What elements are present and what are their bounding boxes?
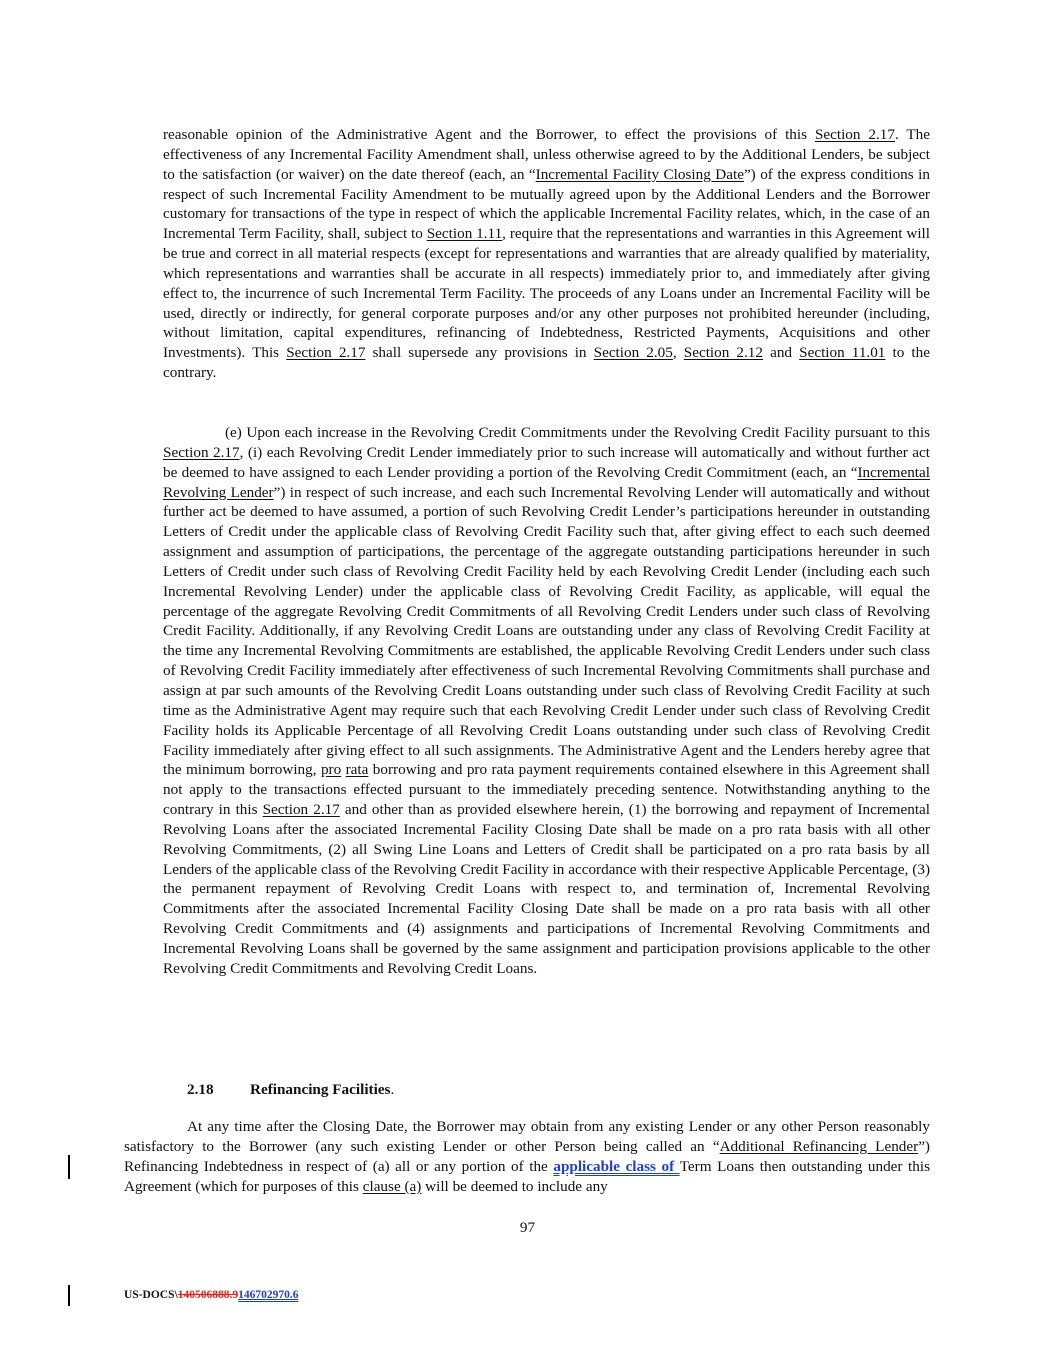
text: ”) of the express conditions in respect of such Incremental Facility Amendment to be mutually agreed upon by the Additional Lenders and the Borrower customary for transactions of the type in respect of which the applicable Incremental Facility relates, which, in the case of an Incremental Term Facility, shall, subject to [163,165,930,243]
text: to the contrary. [163,344,930,382]
paragraph-e-revolving-increase [163,423,930,979]
section-reference: Section 2.05 [593,344,673,362]
text: , [672,344,684,362]
section-reference: Section 11.01 [799,344,886,362]
text: ”) in respect of such increase, and each such Incremental Revolving Lender will automatically and without further act be deemed to have assumed, a portion of such Revolving Credit Lender’s participations hereunder in outstanding Letters of Credit under the applicable class of Revolving Credit Facility such that, after giving effect to each such deemed assignment and assumption of participations, the percentage of the aggregate outstanding participations hereunder in such Letters of Credit under such class of Revolving Credit Facility held by each Revolving Credit Lender (including each such Incremental Revolving Lender) under the applicable class of Revolving Credit Facility, as applicable, will equal the percentage of the aggregate Revolving Credit Commitments of all Revolving Credit Lenders under such class of Revolving Credit Facility. Additionally, if any Revolving Credit Loans are outstanding under any class of Revolving Credit Facility at the time any Incremental Revolving Commitments are established, the applicable Revolving Credit Lenders under such class of Revolving Credit Facility immediately after effectiveness of such Incremental Revolving Commitments shall purchase and assign at par such amounts of the Revolving Credit Loans outstanding under such class of Revolving Credit Facility at such time as the Administrative Agent may require such that each Revolving Credit Lender under such class of Revolving Credit Facility holds its Applicable Percentage of all Revolving Credit Loans outstanding under such class of Revolving Credit Facility immediately after giving effect to all such assignments. The Administrative Agent and the Lenders hereby agree that the minimum borrowing, [163,483,930,779]
text: . The effectiveness of any Incremental Facility Amendment shall, unless otherwise agreed to by the Additional Lenders, be subject to the satisfaction (or waiver) on the date thereof (each, an “ [163,126,930,183]
text: , require that the representations and warranties in this Agreement will be true and correct in all material respects (except for representations and warranties that are already qualified by materiality, which representations and warranties shall be accurate in all respects) immediately prior to, and immediately after giving effect to, the incurrence of such Incremental Term Facility. The proceeds of any Loans under an Incremental Facility will be used, directly or indirectly, for general corporate purposes and/or any other purposes not prohibited hereunder (including, without limitation, capital expenditures, refinancing of Indebtedness, Restricted Payments, Acquisitions and other Investments). This [163,225,930,362]
defined-term: Incremental Revolving Lender [163,463,930,501]
text: borrowing and pro rata payment requirements contained elsewhere in this Agreement shall not apply to the transactions effected pursuant to the immediately preceding sentence. Notwithstanding anything to the contrary in this [163,761,930,819]
text: shall supersede any provisions in [365,344,594,362]
page-number: 97 [519,1219,536,1236]
section-reference: Section 2.17 [286,344,366,362]
document-id-footer [124,1289,298,1301]
text: and other than as provided elsewhere herein, (1) the borrowing and repayment of Incremental Revolving Loans after the associated Incremental Facility Closing Date shall be made on a pro rata basis with all other Revolving Commitments, (2) all Swing Line Loans and Letters of Credit shall be participated on a pro rata basis by all Lenders of the applicable class of the Revolving Credit Facility in accordance with their respective Applicable Percentage, (3) the permanent repayment of Revolving Credit Loans with respect to, and termination of, Incremental Revolving Commitments after the associated Incremental Facility Closing Date shall be made on a pro rata basis with all other Revolving Credit Commitments and (4) assignments and participations of Incremental Revolving Commitments and Incremental Revolving Loans shall be governed by the same assignment and participation provisions applicable to the other Revolving Credit Commitments and Revolving Credit Loans. [163,801,930,977]
change-bar [68,1155,70,1179]
paragraph-incremental-conditions [163,125,930,383]
added-doc-id: 146702970.6 [238,1289,299,1301]
section-number: 2.18 [187,1081,214,1098]
defined-term: Incremental Facility Closing Date [535,165,744,183]
text: and [763,344,800,362]
clause-reference: clause (a) [362,1177,422,1195]
section-title-period: . [390,1081,395,1098]
text: ”) Refinancing Indebtedness in respect of (a) all or any portion of the [124,1137,930,1175]
text: , (i) each Revolving Credit Lender immediately prior to such increase will automatically and without further act be deemed to have assigned to each Lender providing a portion of the Revolving Credit Commitment (each, an “ [163,443,930,481]
underlined-term: pro [320,761,342,779]
change-bar [68,1285,70,1306]
section-heading [187,1080,394,1100]
deleted-doc-id: 140506888.9 [177,1289,239,1301]
text: Term Loans then outstanding under this Agreement (which for purposes of this [124,1157,930,1195]
section-reference: Section 2.17 [814,126,895,143]
defined-term: Additional Refinancing Lender [719,1137,919,1155]
section-reference: Section 2.17 [262,801,340,819]
underlined-term: rata [345,761,369,779]
text: At any time after the Closing Date, the Borrower may obtain from any existing Lender or any other Person reasonably satisfactory to the Borrower (any such existing Lender or other Person being called an “ [124,1118,930,1155]
section-reference: Section 2.17 [163,443,240,461]
doc-id-prefix: US-DOCS\ [124,1289,178,1301]
paragraph-refinancing [124,1117,930,1196]
section-reference: Section 1.11 [426,225,503,243]
text: (e) Upon each increase in the Revolving Credit Commitments under the Revolving Credit Facility pursuant to this [225,424,930,441]
section-reference: Section 2.12 [683,344,763,362]
section-title: Refinancing Facilities [250,1081,391,1098]
text: reasonable opinion of the Administrative Agent and the Borrower, to effect the provisions of this [163,126,815,143]
inserted-text-redline: applicable class of [553,1157,680,1175]
text: will be deemed to include any [421,1177,608,1195]
